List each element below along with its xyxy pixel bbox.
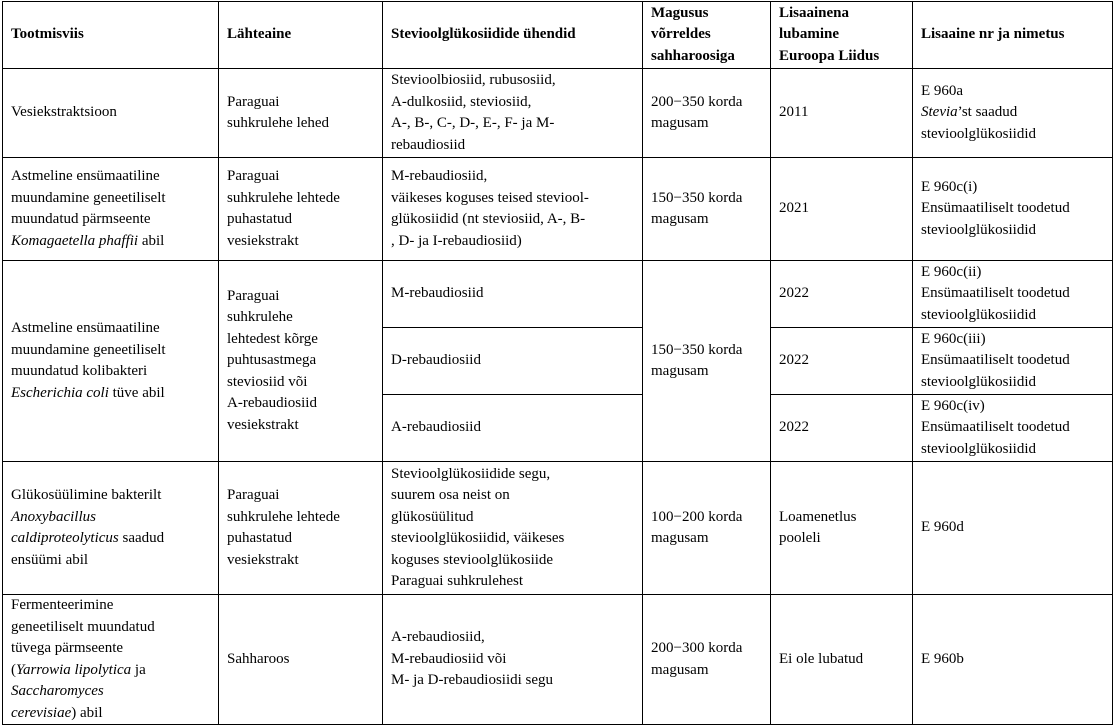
cell-compounds: Stevioolbiosiid, rubusosiid, A-dulkosiid, steviosiid, A-, B-, C-, D-, E-, F- ja M- rebaudiosiid <box>383 69 643 158</box>
cell-additive: E 960c(iii) Ensümaatiliselt toodetud stevioolglükosiidid <box>913 328 1113 395</box>
cell-additive: E 960c(iv) Ensümaatiliselt toodetud stevioolglükosiidid <box>913 395 1113 462</box>
table-row <box>3 261 1113 328</box>
header-compounds: Stevioolglükosiidide ühendid <box>383 2 643 69</box>
cell-sweetness: 150−350 korda magusam <box>643 261 771 462</box>
cell-compounds: D-rebaudiosiid <box>383 328 643 395</box>
header-row <box>3 2 1113 69</box>
cell-source: Paraguai suhkrulehe lehtede puhastatud vesiekstrakt <box>219 462 383 595</box>
table-row <box>3 595 1113 725</box>
cell-method: Vesiekstraktsioon <box>3 69 219 158</box>
cell-approval: 2022 <box>771 395 913 462</box>
cell-compounds: A-rebaudiosiid <box>383 395 643 462</box>
cell-compounds: A-rebaudiosiid, M-rebaudiosiid või M- ja D-rebaudiosiidi segu <box>383 595 643 725</box>
cell-approval: 2022 <box>771 328 913 395</box>
cell-method: Astmeline ensümaatiline muundamine geneetiliselt muundatud pärmseente Komagaetella phaffii abil <box>3 158 219 261</box>
header-additive: Lisaaine nr ja nimetus <box>913 2 1113 69</box>
table-row <box>3 69 1113 158</box>
cell-approval: 2011 <box>771 69 913 158</box>
cell-approval: 2022 <box>771 261 913 328</box>
table-row <box>3 158 1113 261</box>
cell-additive: E 960c(ii) Ensümaatiliselt toodetud stevioolglükosiidid <box>913 261 1113 328</box>
cell-source: Paraguai suhkrulehe lehed <box>219 69 383 158</box>
cell-sweetness: 200−350 korda magusam <box>643 69 771 158</box>
table-row <box>3 462 1113 595</box>
header-source-material: Lähteaine <box>219 2 383 69</box>
cell-sweetness: 200−300 korda magusam <box>643 595 771 725</box>
header-eu-approval: Lisaainena lubamine Euroopa Liidus <box>771 2 913 69</box>
cell-source: Paraguai suhkrulehe lehtede puhastatud vesiekstrakt <box>219 158 383 261</box>
cell-method: Astmeline ensümaatiline muundamine geneetiliselt muundatud kolibakteri Escherichia coli tüve abil <box>3 261 219 462</box>
cell-additive: E 960a Stevia’st saadud stevioolglükosiidid <box>913 69 1113 158</box>
cell-compounds: M-rebaudiosiid <box>383 261 643 328</box>
steviol-glycoside-table <box>2 1 1113 725</box>
cell-additive: E 960b <box>913 595 1113 725</box>
cell-sweetness: 150−350 korda magusam <box>643 158 771 261</box>
cell-additive: E 960d <box>913 462 1113 595</box>
cell-source: Paraguai suhkrulehe lehtedest kõrge puhtusastmega steviosiid või A-rebaudiosiid vesiekstrakt <box>219 261 383 462</box>
cell-approval: 2021 <box>771 158 913 261</box>
cell-compounds: M-rebaudiosiid, väikeses koguses teised steviool- glükosiidid (nt steviosiid, A-, B- , D- ja I-rebaudiosiid) <box>383 158 643 261</box>
cell-sweetness: 100−200 korda magusam <box>643 462 771 595</box>
table-wrapper <box>2 1 1113 725</box>
cell-approval: Loamenetlus pooleli <box>771 462 913 595</box>
cell-method: Glükosüülimine bakterilt Anoxybacillus caldiproteolyticus saadud ensüümi abil <box>3 462 219 595</box>
cell-source: Sahharoos <box>219 595 383 725</box>
cell-method: Fermenteerimine geneetiliselt muundatud tüvega pärmseente (Yarrowia lipolytica ja Saccharomyces cerevisiae) abil <box>3 595 219 725</box>
cell-additive: E 960c(i) Ensümaatiliselt toodetud stevioolglükosiidid <box>913 158 1113 261</box>
cell-compounds: Stevioolglükosiidide segu, suurem osa neist on glükosüülitud stevioolglükosiidid, väikeses koguses stevioolglükosiide Paraguai suhkrulehest <box>383 462 643 595</box>
cell-approval: Ei ole lubatud <box>771 595 913 725</box>
header-production-method: Tootmisviis <box>3 2 219 69</box>
header-sweetness: Magusus võrreldes sahharoosiga <box>643 2 771 69</box>
